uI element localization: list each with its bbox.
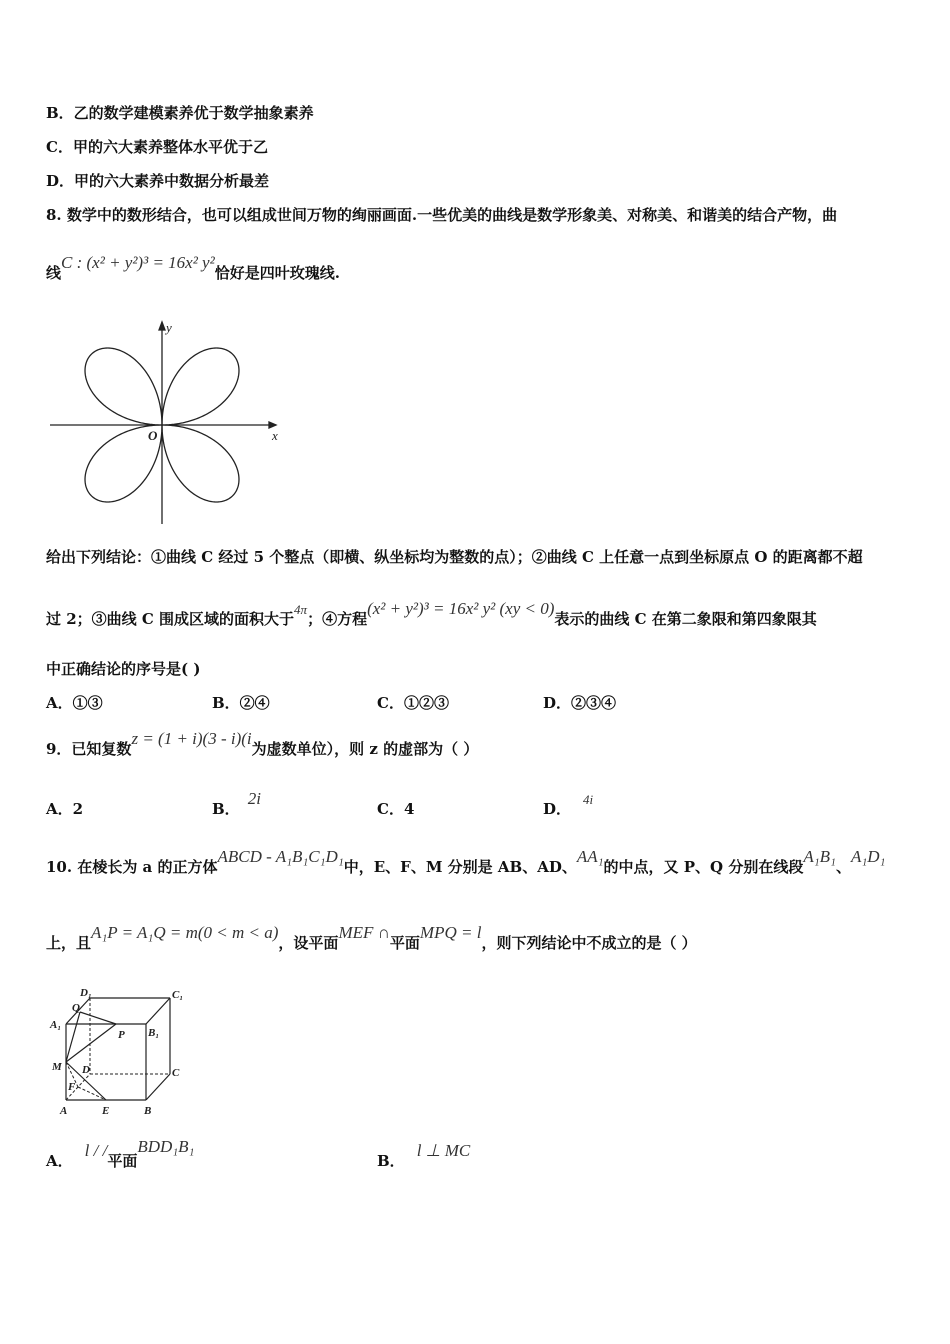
q10-option-a-label: A． [46, 1152, 73, 1170]
y-axis-label: y [166, 320, 172, 335]
q10-condition: A₁P = A₁Q = m(0 < m < a) [91, 923, 279, 942]
label-e: E [102, 1105, 110, 1117]
q9-option-b-value: 2i [247, 789, 261, 808]
q8-equation4: (x² + y²)³ = 16x² y² (xy < 0) [367, 599, 555, 618]
q8-stem-post: 恰好是四叶玫瑰线. [214, 264, 340, 282]
q10-seg2: A₁D₁ [850, 847, 886, 866]
q8-option-b: B．②④ [212, 694, 270, 712]
q8-option-c: C．①②③ [377, 694, 449, 712]
q10-option-b-math: l ⊥ MC [416, 1141, 471, 1160]
q10-t4-mid2: 平面 [389, 934, 420, 952]
q10-stem-line2 [46, 923, 697, 953]
q9-option-c-label: C． [377, 800, 404, 818]
q9-option-d-label: D． [543, 800, 572, 818]
label-d1: D₁ [80, 987, 92, 999]
q9-stem [46, 729, 479, 759]
q8-option-a: A．①③ [46, 694, 103, 712]
label-b: B [144, 1105, 152, 1117]
q8-stmt2-mid: ；④方程 [307, 610, 368, 628]
q10-plane1: MEF ∩ [338, 923, 390, 942]
q9-option-d-value: 4i [583, 792, 594, 807]
q8-stmt2-pre: 过 2；③曲线 C 围成区域的面积大于 [46, 610, 295, 628]
cube-figure [48, 984, 198, 1120]
q10-t2: 中，E、F、M 分别是 AB、AD、 [343, 858, 577, 876]
x-axis-label: x [272, 428, 278, 443]
q10-t4-post: ，则下列结论中不成立的是（ ） [481, 934, 697, 952]
q8-stmt2-post: 表示的曲线 C 在第二象限和第四象限其 [554, 610, 817, 628]
q10-option-a-math: l / / [84, 1141, 108, 1160]
q8-statements-line2 [46, 599, 817, 629]
q10-t1: 10. 在棱长为 a 的正方体 [46, 858, 218, 876]
q9-option-c [377, 798, 414, 819]
q8-stem-line2 [46, 253, 340, 283]
q10-aa1: AA₁ [576, 847, 604, 866]
origin-label: O [148, 428, 158, 443]
q10-seg1: A₁B₁ [803, 847, 836, 866]
q10-sep: 、 [835, 858, 851, 876]
label-q: Q [72, 1002, 80, 1014]
q10-stem-line1 [46, 847, 886, 877]
q10-t3: 的中点，又 P、Q 分别在线段 [603, 858, 804, 876]
y-axis-arrow [159, 322, 165, 330]
q9-option-a-value: 2 [72, 800, 84, 818]
q9-formula: z = (1 + i)(3 - i)(i [131, 729, 252, 748]
label-f: F [68, 1081, 76, 1093]
q10-plane2: MPQ = l [419, 923, 482, 942]
q10-option-a-plane: BDD₁B₁ [137, 1137, 195, 1156]
q10-cube: ABCD - A₁B₁C₁D₁ [217, 847, 344, 866]
q9-option-c-value: 4 [403, 800, 415, 818]
q10-option-a-text: 平面 [107, 1152, 138, 1170]
q8-statements-line1: 给出下列结论：①曲线 C 经过 5 个整点（即横、纵坐标均为整数的点）；②曲线 C 上任意一点到坐标原点 O 的距离都不超 [46, 548, 863, 566]
q7-option-d: D．甲的六大素养中数据分析最差 [46, 172, 270, 190]
q9-stem-pre: 9．已知复数 [46, 740, 132, 758]
q7-option-c: C．甲的六大素养整体水平优于乙 [46, 138, 268, 156]
q8-option-d: D．②③④ [543, 694, 617, 712]
label-c: C [172, 1067, 180, 1079]
q9-option-b-label: B． [212, 800, 240, 818]
q7-option-b: B．乙的数学建模素养优于数学抽象素养 [46, 104, 314, 122]
q10-t4-mid1: ，设平面 [278, 934, 339, 952]
label-b1: B₁ [148, 1027, 160, 1039]
label-m: M [52, 1061, 62, 1073]
q9-option-a-label: A． [46, 800, 73, 818]
q10-t4-pre: 上，且 [46, 934, 92, 952]
label-c1: C₁ [172, 989, 184, 1001]
q8-curve-formula: C : (x² + y²)³ = 16x² y² [61, 253, 215, 272]
label-a1: A₁ [50, 1019, 62, 1031]
label-d: D [82, 1064, 90, 1076]
q10-option-b [377, 1141, 471, 1171]
q9-stem-post: 为虚数单位），则 z 的虚部为（ ） [251, 740, 479, 758]
q10-option-b-label: B． [377, 1152, 405, 1170]
q8-stem-line1: 8. 数学中的数形结合，也可以组成世间万物的绚丽画面.一些优美的曲线是数学形象美、对称美、和谐美的结合产物，曲 [46, 206, 838, 224]
q8-area-value: 4π [294, 602, 308, 617]
label-a: A [60, 1105, 68, 1117]
q9-option-a [46, 798, 83, 819]
q9-option-b [212, 789, 261, 819]
q8-stem-pre: 线 [46, 264, 62, 282]
label-p: P [118, 1029, 125, 1041]
four-leaf-rose-graph [48, 318, 288, 528]
q9-option-d [543, 792, 594, 819]
q10-option-a [46, 1137, 195, 1171]
q8-statements-line3: 中正确结论的序号是( ) [46, 660, 201, 678]
